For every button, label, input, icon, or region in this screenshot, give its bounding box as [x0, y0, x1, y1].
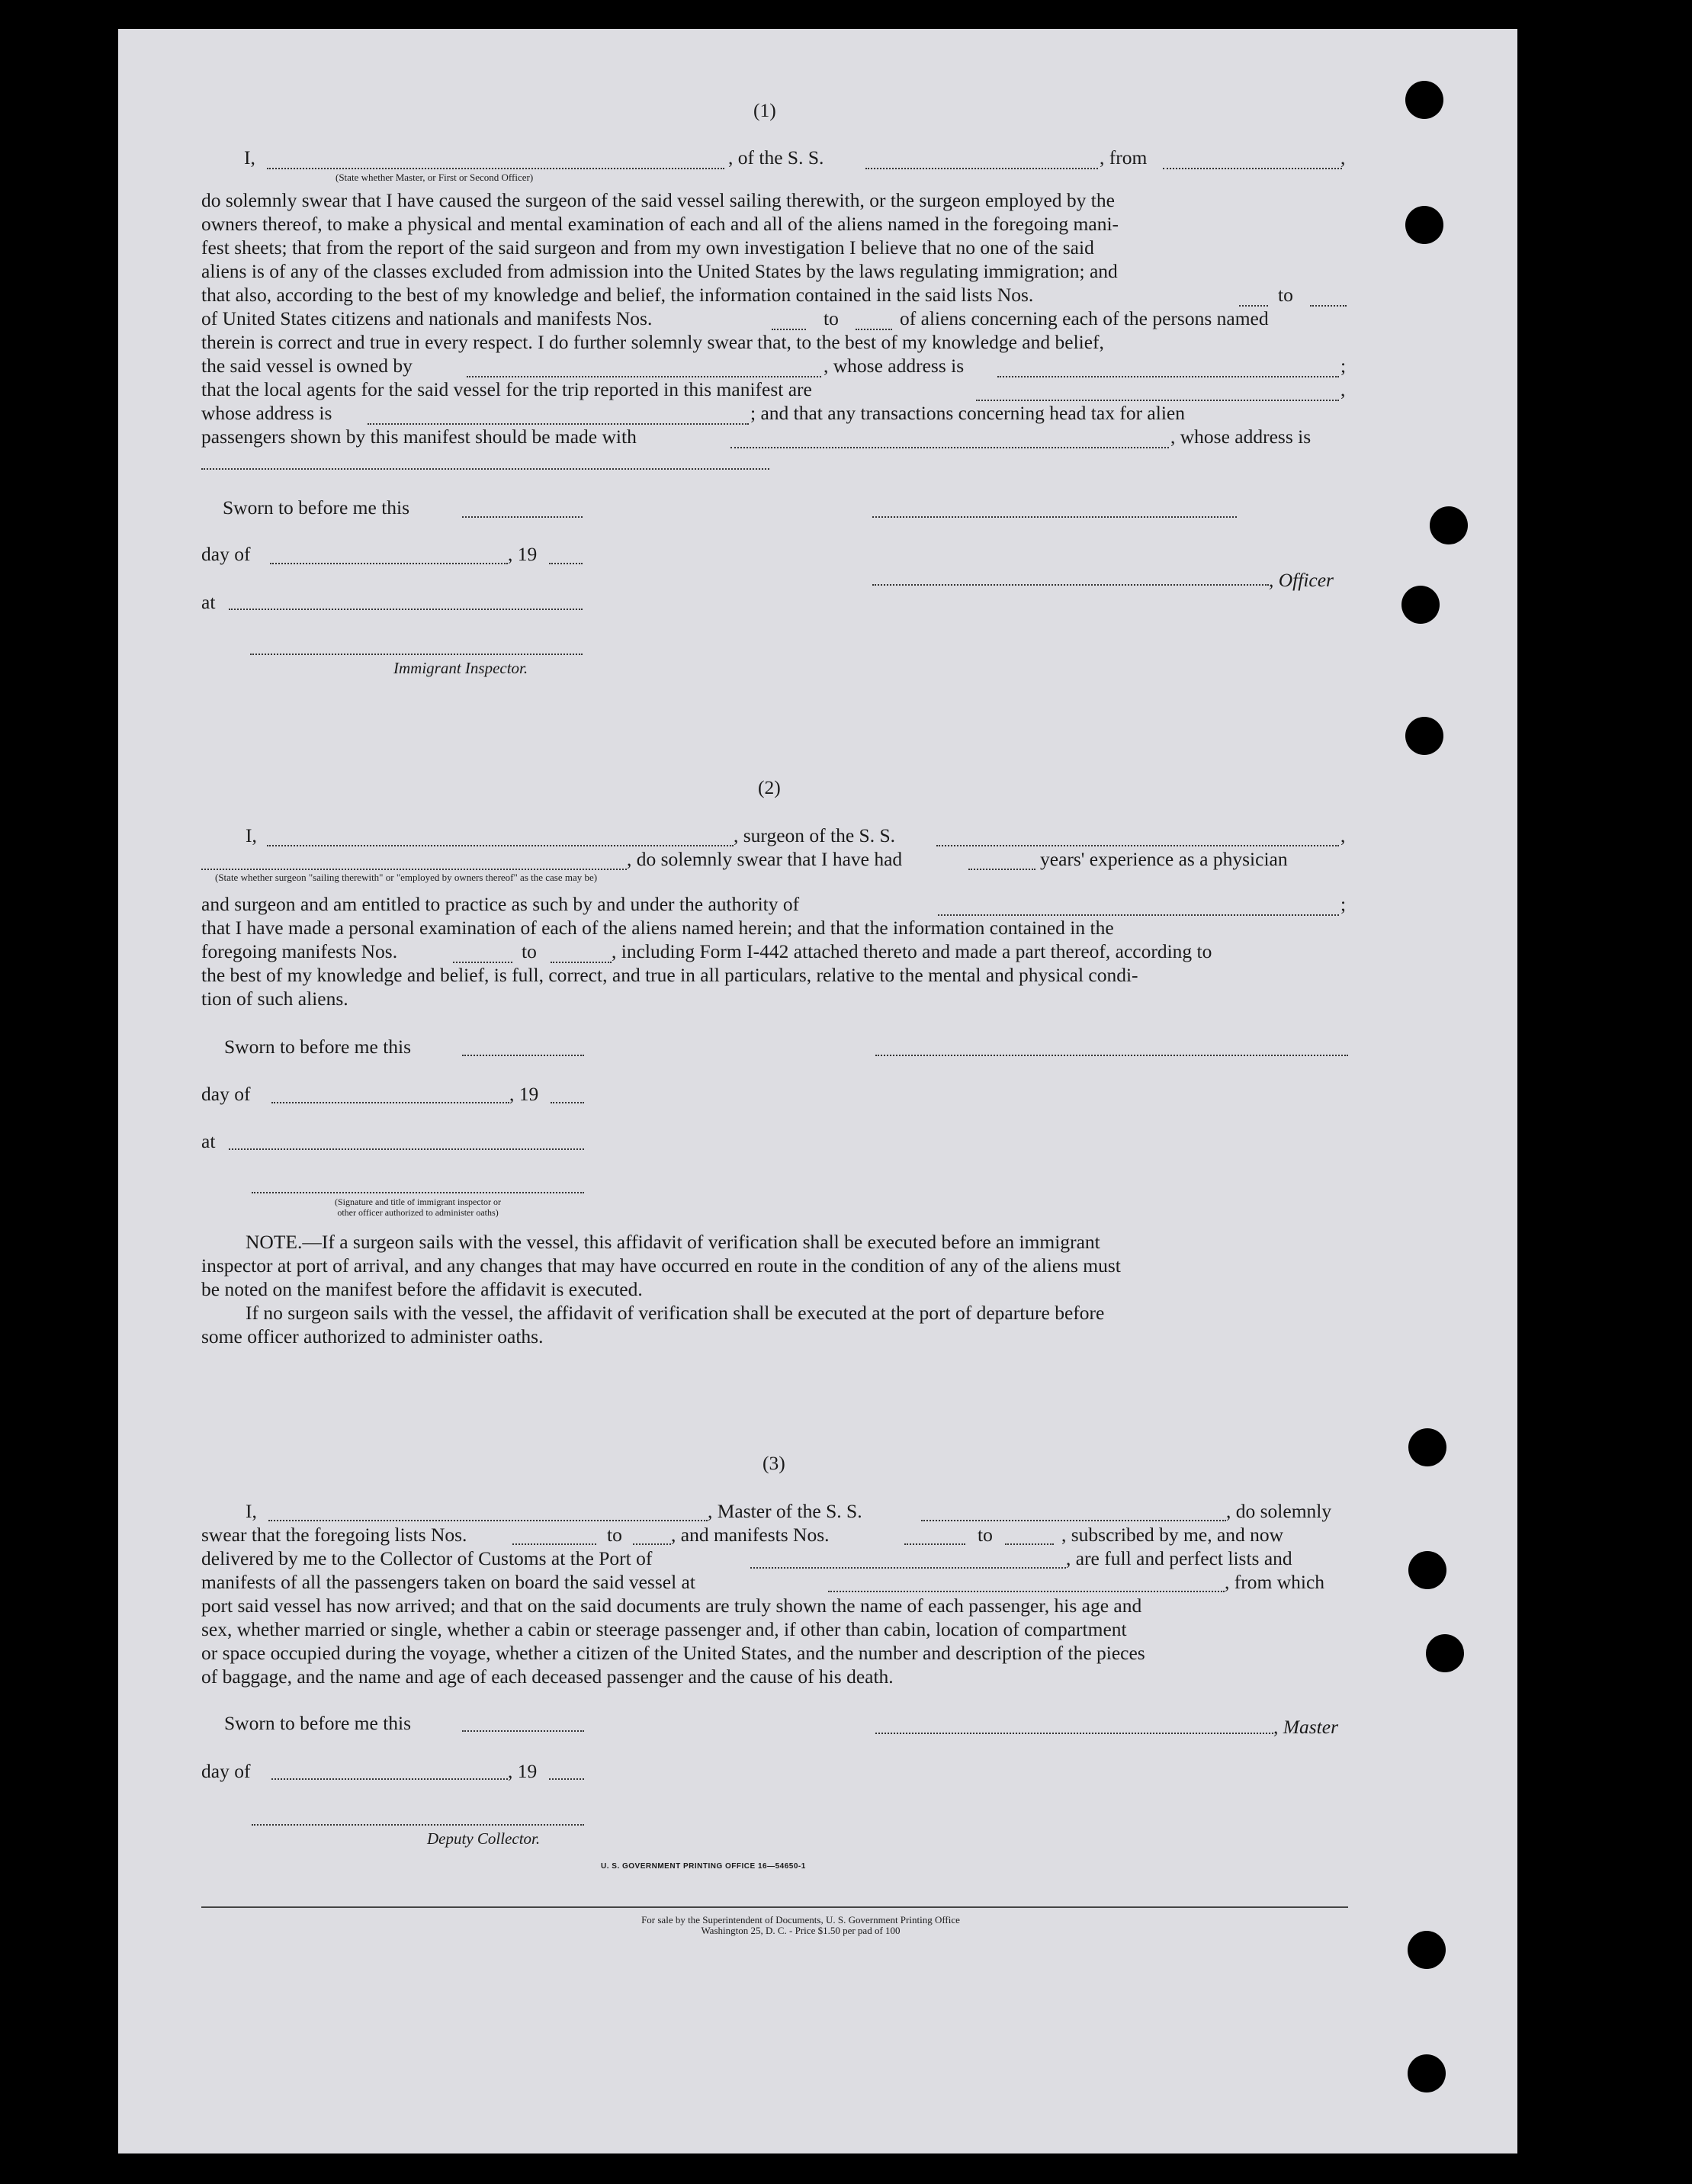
s1-at-label: at [201, 591, 216, 613]
punch-hole-4 [1401, 586, 1440, 624]
s1-line1-i: I, [244, 146, 255, 169]
s2-manifests-from-field[interactable] [453, 962, 512, 963]
s2-surgeon-sig-field[interactable] [875, 1055, 1348, 1056]
punch-hole-7 [1408, 1551, 1446, 1589]
section-1-heading: (1) [753, 99, 776, 121]
s1-para-line: the said vessel is owned by [201, 355, 413, 377]
s3-sworn-date-field[interactable] [462, 1730, 584, 1732]
s1-officer-field[interactable] [267, 168, 724, 169]
s1-para-line: that also, according to the best of my knowledge and belief, the information contained in the said lists Nos. [201, 284, 1034, 306]
s2-year-field[interactable] [551, 1102, 584, 1103]
s2-note-line: inspector at port of arrival, and any changes that may have occurred en route in the condition of any of the aliens must [201, 1254, 1121, 1277]
s2-sworn-label: Sworn to before me this [224, 1036, 412, 1058]
s1-manifests-to-field[interactable] [856, 329, 892, 330]
s1-line1-ss: , of the S. S. [728, 146, 824, 169]
s2-note-line: If no surgeon sails with the vessel, the affidavit of verification shall be executed at the port of departure before [246, 1302, 1105, 1324]
s1-para-line: of aliens concerning each of the persons named [900, 307, 1269, 329]
sale-line-1: For sale by the Superintendent of Documents, U. S. Government Printing Office [641, 1914, 960, 1925]
s3-line1-ss: , Master of the S. S. [708, 1500, 862, 1522]
s3-para-line: , and manifests Nos. [671, 1524, 830, 1546]
s2-line1-ss: , surgeon of the S. S. [734, 824, 896, 846]
s3-sworn-label: Sworn to before me this [224, 1712, 412, 1734]
s2-para-line: that I have made a personal examination of each of the aliens named herein; and that the information contained in the [201, 917, 1114, 939]
s3-manifests-from-field[interactable] [904, 1543, 965, 1545]
s2-sig-note-2: other officer authorized to administer oaths) [337, 1207, 499, 1218]
s2-surgeon-type-note: (State whether surgeon "sailing therewith" or "employed by owners thereof" as the case may be) [215, 872, 598, 883]
s3-para-line: or space occupied during the voyage, whether a citizen of the United States, and the number and description of the pieces [201, 1642, 1145, 1664]
s2-para-line: ; [1340, 893, 1347, 915]
s1-para-line: to [1278, 284, 1293, 306]
s1-para-line: ; [1340, 355, 1347, 377]
s3-para-line: to [978, 1524, 993, 1546]
s1-para-line: passengers shown by this manifest should be made with [201, 426, 637, 448]
s3-port-field[interactable] [750, 1567, 1066, 1569]
s1-inspector-sig-field[interactable] [250, 654, 583, 655]
s3-para-line: , from which [1225, 1571, 1325, 1593]
s3-day-field[interactable] [271, 1778, 508, 1780]
s2-line2-swear: , do solemnly swear that I have had [627, 848, 903, 870]
s1-officer-label: , Officer [1269, 569, 1334, 591]
s3-deputy-label: Deputy Collector. [427, 1829, 541, 1848]
punch-hole-9 [1408, 1931, 1446, 1969]
s2-line1-i: I, [246, 824, 257, 846]
s3-deputy-sig-field[interactable] [252, 1824, 584, 1826]
s1-from-field[interactable] [1163, 168, 1342, 169]
punch-hole-1 [1405, 81, 1443, 119]
gpo-imprint: U. S. GOVERNMENT PRINTING OFFICE 16—54650-1 [601, 1862, 806, 1871]
s1-dayof-label: day of [201, 543, 251, 565]
s2-para-line: and surgeon and am entitled to practice as such by and under the authority of [201, 893, 800, 915]
s3-para-line: manifests of all the passengers taken on board the said vessel at [201, 1571, 695, 1593]
s1-lists-from-field[interactable] [1239, 305, 1268, 307]
sale-line-2: Washington 25, D. C. - Price $1.50 per pad of 100 [701, 1925, 901, 1936]
s1-para-line: , whose address is [1170, 426, 1312, 448]
s3-year-field[interactable] [549, 1778, 584, 1780]
s1-inspector-label: Immigrant Inspector. [393, 659, 528, 677]
s1-para-line: therein is correct and true in every respect. I do further solemnly swear that, to the best of my knowledge and belief, [201, 331, 1104, 353]
s3-dayof-label: day of [201, 1760, 251, 1782]
punch-hole-6 [1408, 1428, 1446, 1466]
s1-agents-field[interactable] [976, 400, 1339, 401]
s3-year-label: , 19 [508, 1760, 538, 1782]
s1-year-field[interactable] [549, 563, 583, 564]
s3-para-line: port said vessel has now arrived; and that on the said documents are truly shown the name of each passenger, his age and [201, 1595, 1142, 1617]
s1-line1-from: , from [1100, 146, 1148, 169]
s2-years-field[interactable] [968, 869, 1035, 870]
s1-para-line: whose address is [201, 402, 332, 424]
s2-note-line: NOTE.—If a surgeon sails with the vessel, this affidavit of verification shall be executed before an immigrant [246, 1231, 1100, 1253]
s1-owner-field[interactable] [467, 376, 821, 377]
s2-vessel-field[interactable] [936, 845, 1339, 846]
s2-para-line: the best of my knowledge and belief, is full, correct, and true in all particulars, relative to the mental and physical condi- [201, 964, 1138, 986]
s2-at-label: at [201, 1130, 216, 1152]
s2-surgeon-name-field[interactable] [267, 845, 734, 846]
s1-para-line: ; and that any transactions concerning head tax for alien [750, 402, 1185, 424]
s1-para-line: owners thereof, to make a physical and mental examination of each and all of the aliens named in the foregoing mani- [201, 213, 1119, 235]
s2-note-line: some officer authorized to administer oaths. [201, 1325, 544, 1347]
s1-officer-note: (State whether Master, or First or Second Officer) [336, 172, 534, 183]
punch-hole-2 [1405, 206, 1443, 244]
s3-lists-to-field[interactable] [633, 1543, 671, 1545]
s3-master-label: , Master [1273, 1716, 1338, 1738]
s1-agents-address-field[interactable] [368, 423, 749, 425]
s2-para-line: to [522, 940, 537, 962]
s3-line1-swear: , do solemnly [1226, 1500, 1332, 1522]
s2-sig-note-1: (Signature and title of immigrant inspector or [335, 1196, 501, 1207]
s3-master-sig-field[interactable] [875, 1733, 1273, 1734]
s1-para-line: , [1340, 378, 1346, 400]
punch-hole-3 [1430, 506, 1468, 544]
s3-master-name-field[interactable] [268, 1520, 708, 1521]
s3-para-line: to [607, 1524, 622, 1546]
s2-manifests-to-field[interactable] [551, 962, 612, 963]
s1-day-field[interactable] [270, 563, 508, 564]
s2-at-field[interactable] [229, 1148, 584, 1150]
s2-para-line: , including Form I-442 attached thereto and made a part thereof, according to [612, 940, 1212, 962]
punch-hole-8 [1426, 1634, 1464, 1672]
s1-owner-address-field[interactable] [997, 376, 1339, 377]
s3-manifests-to-field[interactable] [1005, 1543, 1054, 1545]
s1-para-line: , whose address is [824, 355, 965, 377]
s1-officer-sig-top-line[interactable] [872, 516, 1237, 518]
s1-para-line: that the local agents for the said vessel for the trip reported in this manifest are [201, 378, 812, 400]
s1-year-label: , 19 [508, 543, 538, 565]
s3-vessel-field[interactable] [921, 1520, 1226, 1521]
s2-para-line: tion of such aliens. [201, 988, 348, 1010]
s3-para-line: , are full and perfect lists and [1066, 1547, 1292, 1569]
punch-hole-10 [1408, 2054, 1446, 2092]
s3-para-line: of baggage, and the name and age of each deceased passenger and the cause of his death. [201, 1665, 894, 1688]
s1-at-field[interactable] [229, 609, 583, 610]
s2-line1-comma: , [1340, 824, 1346, 846]
s1-para-line: fest sheets; that from the report of the said surgeon and from my own investigation I believe that no one of the said [201, 236, 1094, 259]
s3-lists-from-field[interactable] [512, 1543, 596, 1545]
section-3-heading: (3) [763, 1452, 785, 1474]
s1-sworn-label: Sworn to before me this [223, 496, 410, 519]
s2-year-label: , 19 [509, 1083, 539, 1105]
s1-sworn-date-field[interactable] [462, 516, 583, 518]
s1-para-line: to [824, 307, 839, 329]
s2-surgeon-type-field[interactable] [201, 869, 627, 870]
s3-embark-port-field[interactable] [828, 1591, 1225, 1592]
s1-headtax-address-field[interactable] [201, 468, 769, 470]
s3-para-line: , subscribed by me, and now [1061, 1524, 1284, 1546]
s2-dayof-label: day of [201, 1083, 251, 1105]
s2-sworn-date-field[interactable] [462, 1055, 584, 1056]
s3-line1-i: I, [246, 1500, 257, 1522]
s3-para-line: sex, whether married or single, whether a cabin or steerage passenger and, if other than cabin, location of compartment [201, 1618, 1127, 1640]
s1-para-line: do solemnly swear that I have caused the surgeon of the said vessel sailing therewith, or the surgeon employed by the [201, 189, 1115, 211]
s1-line1-comma: , [1340, 146, 1346, 169]
s2-note-line: be noted on the manifest before the affidavit is executed. [201, 1278, 643, 1300]
s2-day-field[interactable] [271, 1102, 509, 1103]
s1-manifests-from-field[interactable] [772, 329, 806, 330]
s2-authority-field[interactable] [938, 914, 1339, 916]
s2-inspector-sig-field[interactable] [252, 1192, 584, 1193]
punch-hole-5 [1405, 717, 1443, 755]
s1-vessel-field[interactable] [865, 168, 1098, 169]
s1-headtax-field[interactable] [730, 447, 1169, 448]
s3-para-line: swear that the foregoing lists Nos. [201, 1524, 467, 1546]
s1-para-line: aliens is of any of the classes excluded from admission into the United States by the laws regulating immigration; and [201, 260, 1118, 282]
s1-para-line: of United States citizens and nationals and manifests Nos. [201, 307, 653, 329]
footer-rule [201, 1906, 1348, 1908]
s2-line2-physician: years' experience as a physician [1040, 848, 1288, 870]
section-2-heading: (2) [758, 776, 781, 798]
s2-para-line: foregoing manifests Nos. [201, 940, 398, 962]
s3-para-line: delivered by me to the Collector of Customs at the Port of [201, 1547, 653, 1569]
s1-lists-to-field[interactable] [1310, 305, 1347, 307]
s1-officer-sig-field[interactable] [872, 584, 1269, 586]
